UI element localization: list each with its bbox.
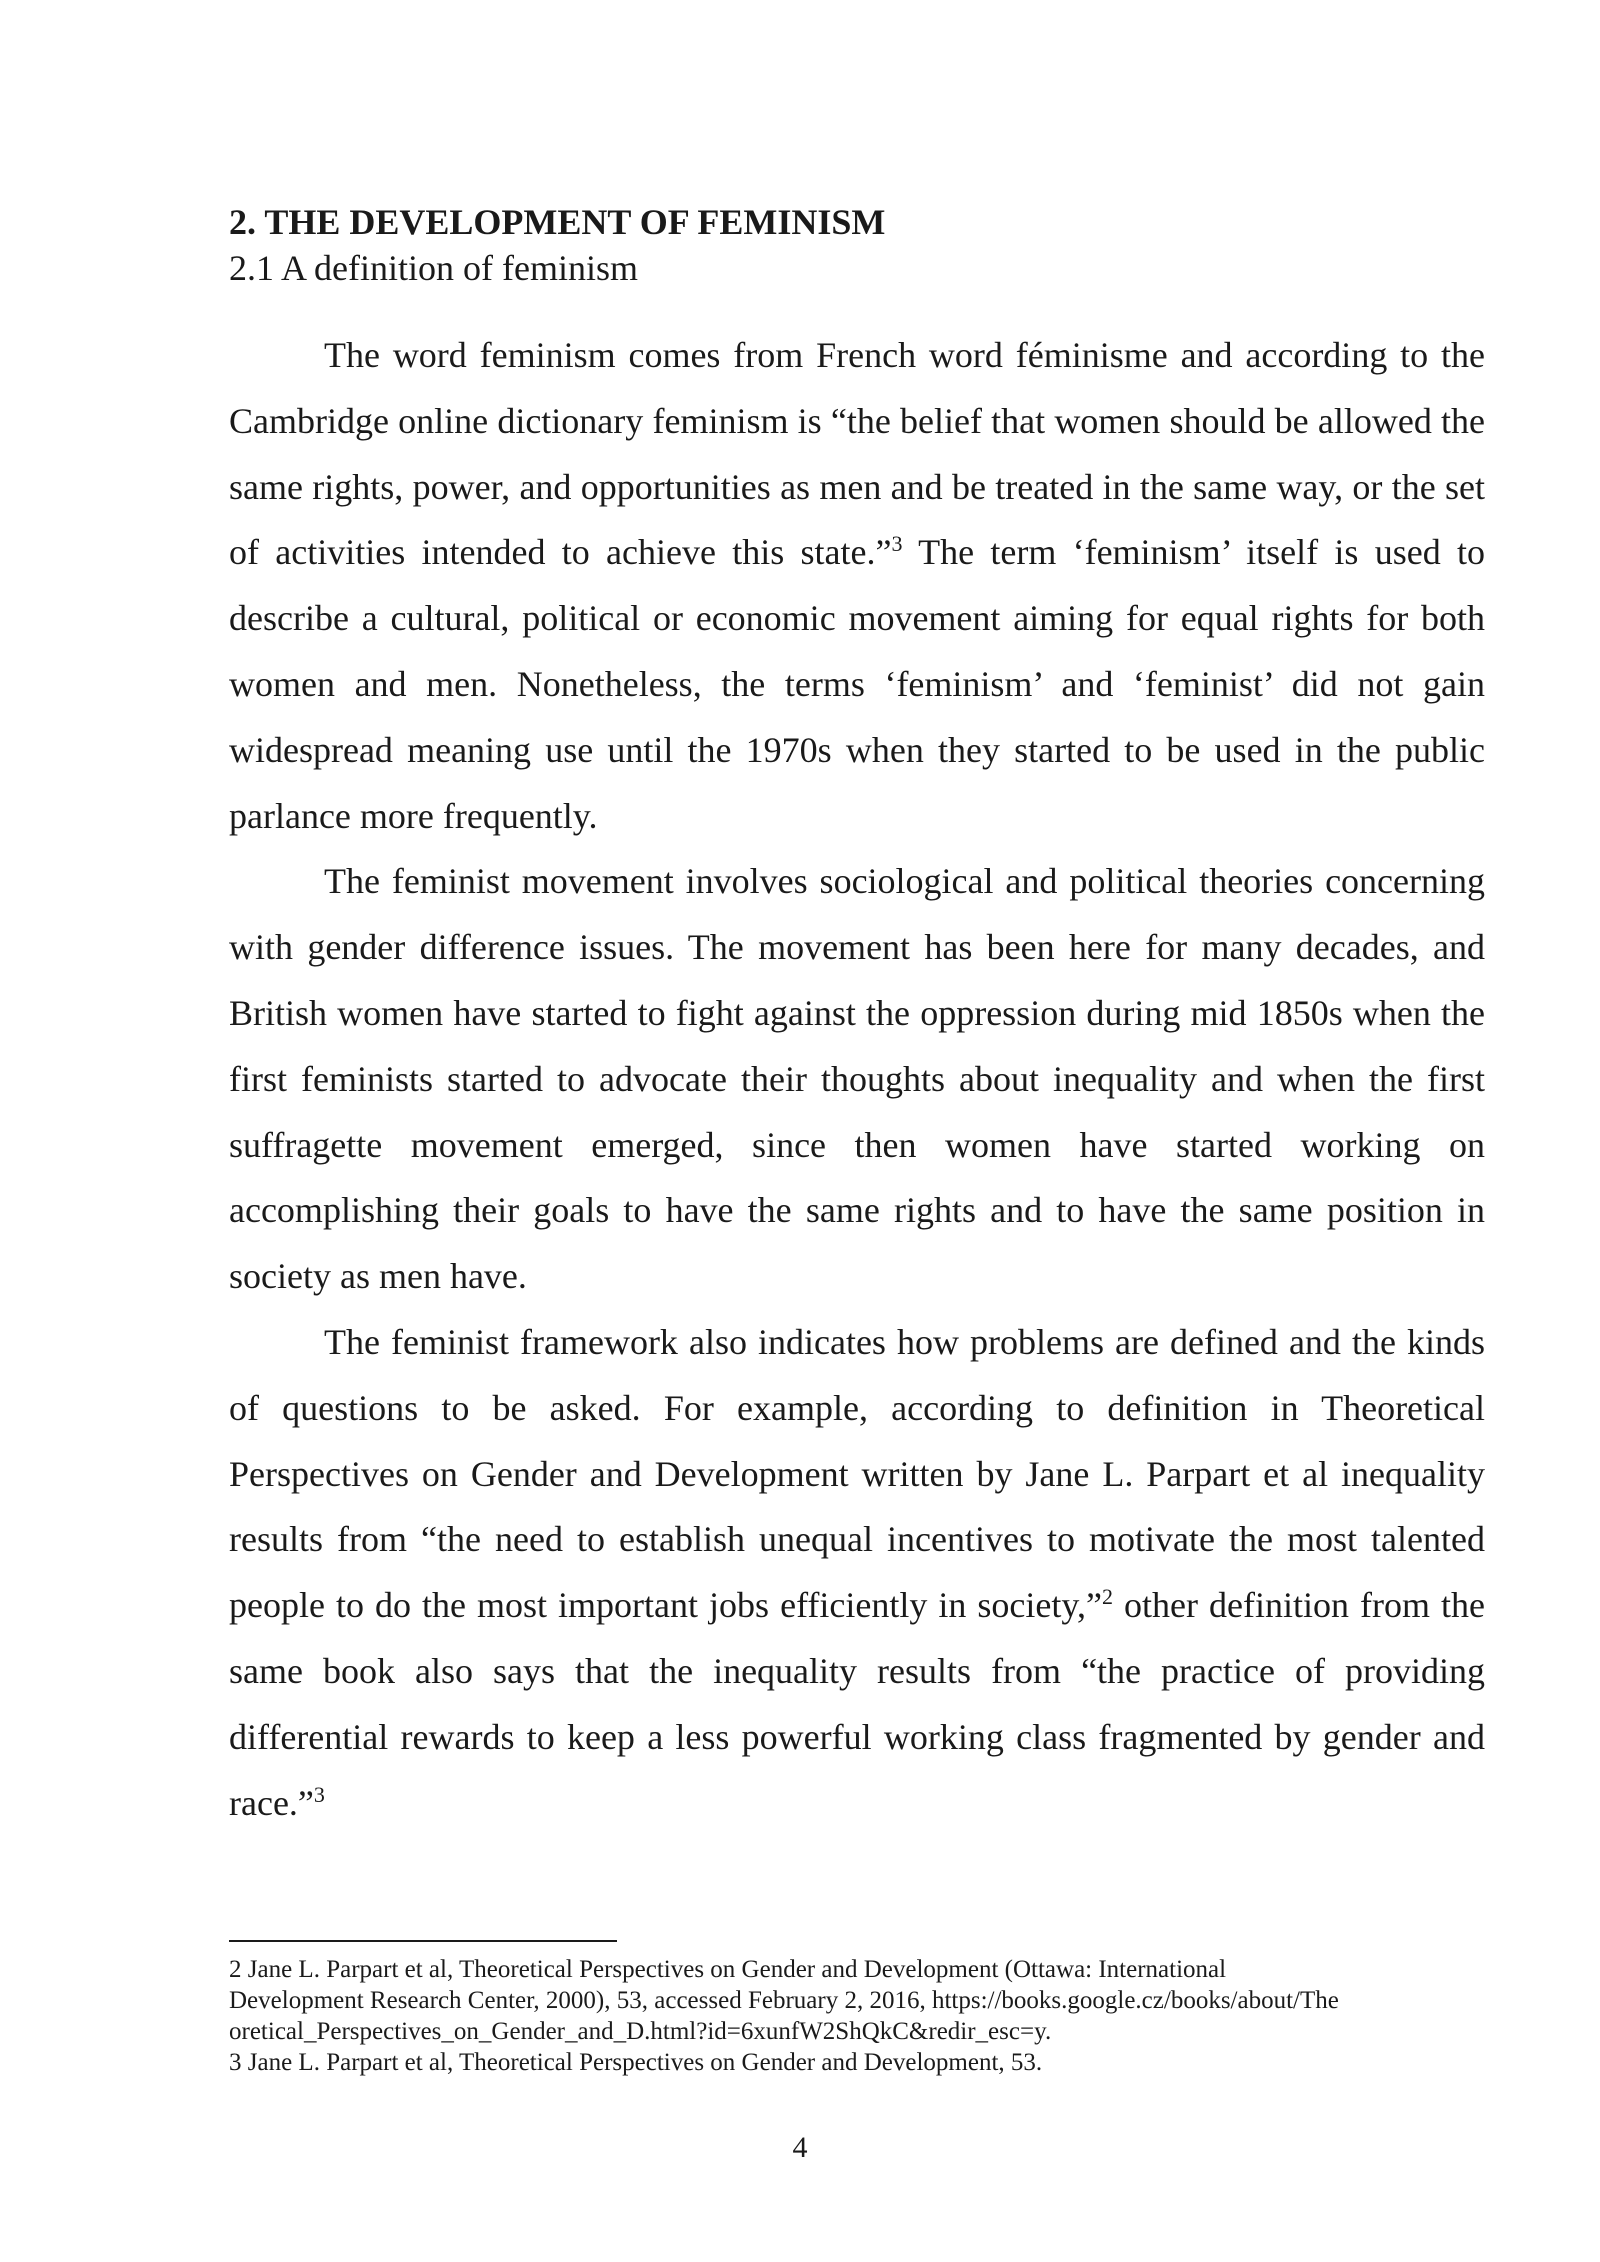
- page-body: [229, 196, 1485, 1836]
- footnote-ref-2[interactable]: 2: [1102, 1584, 1114, 1610]
- paragraph-3-text-b: other definition from the same book also says that the inequality results from “the practice of providing differential rewards to keep a less powerful working class fragmented by gender and race.”: [229, 1585, 1485, 1823]
- footnote-2: [229, 1954, 1349, 2047]
- footnote-ref-3-second[interactable]: 3: [313, 1781, 325, 1807]
- paragraph-1-text-a: The word feminism comes from French word féminisme and according to the Cambridge online dictionary feminism is “the belief that women should be allowed the same rights, power, and opportunities as men and be treated in the same way, or the set of activities intended to achieve this state.”: [229, 335, 1485, 573]
- footnote-3: [229, 2047, 1349, 2078]
- paragraph-1: [229, 323, 1485, 849]
- footnote-3-text: 3 Jane L. Parpart et al, Theoretical Perspectives on Gender and Development, 53.: [229, 2049, 1043, 2076]
- footnotes: [229, 1954, 1349, 2078]
- paragraph-3-text-a: The feminist framework also indicates how problems are defined and the kinds of questions to be asked. For example, according to definition in Theoretical Perspectives on Gender and Development written by Jane L. Parpart et al inequality results from “the need to establish unequal incentives to motivate the most talented people to do the most important jobs efficiently in society,”: [229, 1321, 1485, 1626]
- chapter-heading: 2. THE DEVELOPMENT OF FEMINISM: [229, 202, 886, 242]
- paragraph-3: [229, 1310, 1485, 1836]
- paragraph-2: The feminist movement involves sociological and political theories concerning with gender difference issues. The movement has been here for many decades, and British women have started to fight against the oppression during mid 1850s when the first feminists started to advocate their thoughts about inequality and when the first suffragette movement emerged, since then women have started working on accomplishing their goals to have the same rights and to have the same position in society as men have.: [229, 861, 1485, 1297]
- footnote-separator: [229, 1940, 617, 1942]
- footnote-2-text: 2 Jane L. Parpart et al, Theoretical Perspectives on Gender and Development (Ottawa: International Development Research Center, 2000), 53, accessed February 2, 2016,: [229, 1956, 1227, 2014]
- footnote-2-url[interactable]: https://books.google.cz/books/about/Theoretical_Perspectives_on_Gender_and_D.html?id=6xunfW2ShQkC&redir_esc=y.: [229, 1987, 1339, 2045]
- footnote-ref-3[interactable]: 3: [891, 531, 903, 557]
- section-heading: 2.1 A definition of feminism: [229, 248, 638, 288]
- paragraph-1-text-b: The term ‘feminism’ itself is used to describe a cultural, political or economic movement aiming for equal rights for both women and men. Nonetheless, the terms ‘feminism’ and ‘feminist’ did not gain widespread meaning use until the 1970s when they started to be used in the public parlance more frequently.: [229, 532, 1485, 836]
- page-number: 4: [792, 2131, 808, 2164]
